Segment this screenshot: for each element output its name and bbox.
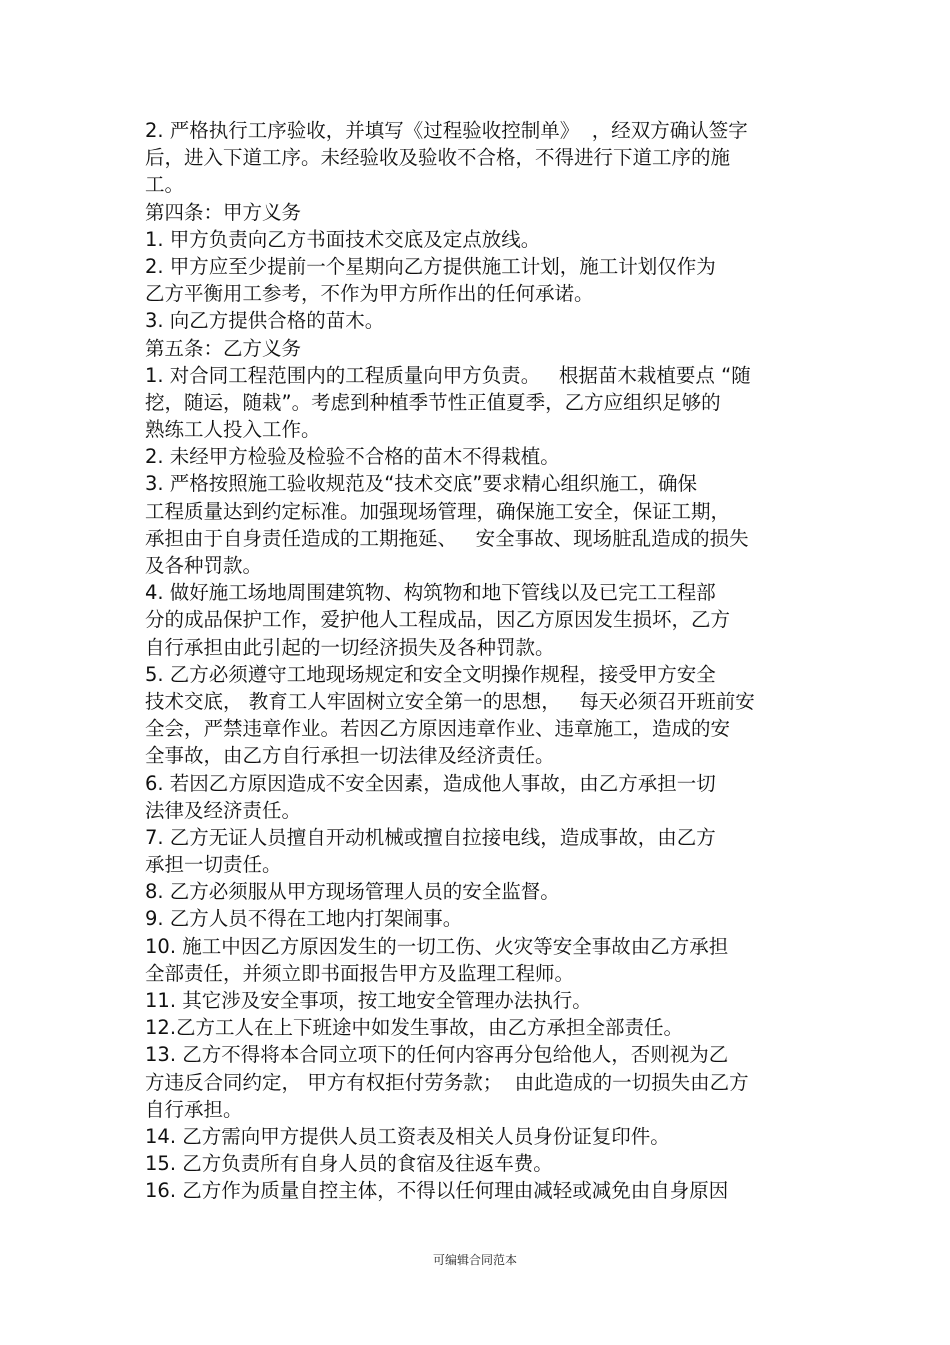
text-line: 及各种罚款。 — [145, 554, 263, 577]
text-line: 9. 乙方人员不得在工地内打架闹事。 — [145, 907, 463, 931]
text-line: 2. 未经甲方检验及检验不合格的苗木不得栽植。 — [145, 445, 560, 469]
text-line: 2. 严格执行工序验收，并填写《过程验收控制单》 ，经双方确认签字 — [145, 119, 748, 142]
text-line: 3. 严格按照施工验收规范及“技术交底”要求精心组织施工，确保 — [145, 472, 698, 496]
text-line: 10. 施工中因乙方原因发生的一切工伤、火灾等安全事故由乙方承担 — [145, 934, 729, 958]
page-footer: 可编辑合同范本 — [432, 1253, 517, 1267]
text-line: 1. 甲方负责向乙方书面技术交底及定点放线。 — [145, 227, 541, 251]
text-line: 工程质量达到约定标准。加强现场管理，确保施工安全，保证工期， — [145, 499, 731, 523]
contract-body-text — [145, 117, 825, 1205]
text-line: 分的成品保护工作，爱护他人工程成品，因乙方原因发生损坏，乙方 — [145, 608, 731, 632]
text-line: 15. 乙方负责所有自身人员的食宿及往返车费。 — [145, 1152, 553, 1176]
text-line: 7. 乙方无证人员擅自开动机械或擅自拉接电线，造成事故，由乙方 — [145, 825, 716, 849]
text-line: 挖，随运，随栽”。考虑到种植季节性正值夏季，乙方应组织足够的 — [145, 390, 721, 414]
text-line: 13. 乙方不得将本合同立项下的任何内容再分包给他人，否则视为乙 — [145, 1043, 729, 1067]
section-heading-article-5: 第五条：乙方义务 — [145, 336, 302, 360]
text-line: 自行承担。 — [145, 1097, 243, 1121]
text-line: 自行承担由此引起的一切经济损失及各种罚款。 — [145, 635, 555, 659]
section-heading-article-4: 第四条：甲方义务 — [145, 200, 302, 224]
text-line: 1. 对合同工程范围内的工程质量向甲方负责。 根据苗木栽植要点 “随 — [145, 363, 751, 387]
text-line: 承担由于自身责任造成的工期拖延、 安全事故、现场脏乱造成的损失 — [145, 526, 749, 550]
text-line: 4. 做好施工场地周围建筑物、构筑物和地下管线以及已完工工程部 — [145, 581, 716, 605]
text-line: 工。 — [145, 173, 185, 197]
text-line: 熟练工人投入工作。 — [145, 418, 321, 442]
text-line: 14. 乙方需向甲方提供人员工资表及相关人员身份证复印件。 — [145, 1124, 670, 1148]
text-line: 后，进入下道工序。未经验收及验收不合格，不得进行下道工序的施 — [145, 146, 731, 170]
text-line: 方违反合同约定， 甲方有权拒付劳务款； 由此造成的一切损失由乙方 — [145, 1070, 749, 1094]
text-line: 法律及经济责任。 — [145, 798, 302, 822]
text-line: 技术交底， 教育工人牢固树立安全第一的思想， 每天必须召开班前安 — [145, 689, 755, 713]
text-line: 8. 乙方必须服从甲方现场管理人员的安全监督。 — [145, 880, 560, 904]
text-line: 11. 其它涉及安全事项，按工地安全管理办法执行。 — [145, 989, 592, 1012]
text-line: 乙方平衡用工参考，不作为甲方所作出的任何承诺。 — [145, 282, 594, 306]
text-line: 6. 若因乙方原因造成不安全因素，造成他人事故，由乙方承担一切 — [145, 771, 716, 795]
text-line: 全部责任，并须立即书面报告甲方及监理工程师。 — [145, 961, 575, 985]
text-line: 5. 乙方必须遵守工地现场规定和安全文明操作规程，接受甲方安全 — [145, 662, 716, 686]
text-line: 全事故，由乙方自行承担一切法律及经济责任。 — [145, 744, 555, 768]
text-line: 3. 向乙方提供合格的苗木。 — [145, 309, 385, 333]
text-line: 2. 甲方应至少提前一个星期向乙方提供施工计划，施工计划仅作为 — [145, 254, 716, 278]
text-line: 16. 乙方作为质量自控主体，不得以任何理由减轻或减免由自身原因 — [145, 1179, 729, 1203]
text-line: 承担一切责任。 — [145, 853, 282, 877]
text-line: 12.乙方工人在上下班途中如发生事故，由乙方承担全部责任。 — [145, 1016, 684, 1040]
text-line: 全会，严禁违章作业。若因乙方原因违章作业、违章施工，造成的安 — [145, 717, 731, 741]
